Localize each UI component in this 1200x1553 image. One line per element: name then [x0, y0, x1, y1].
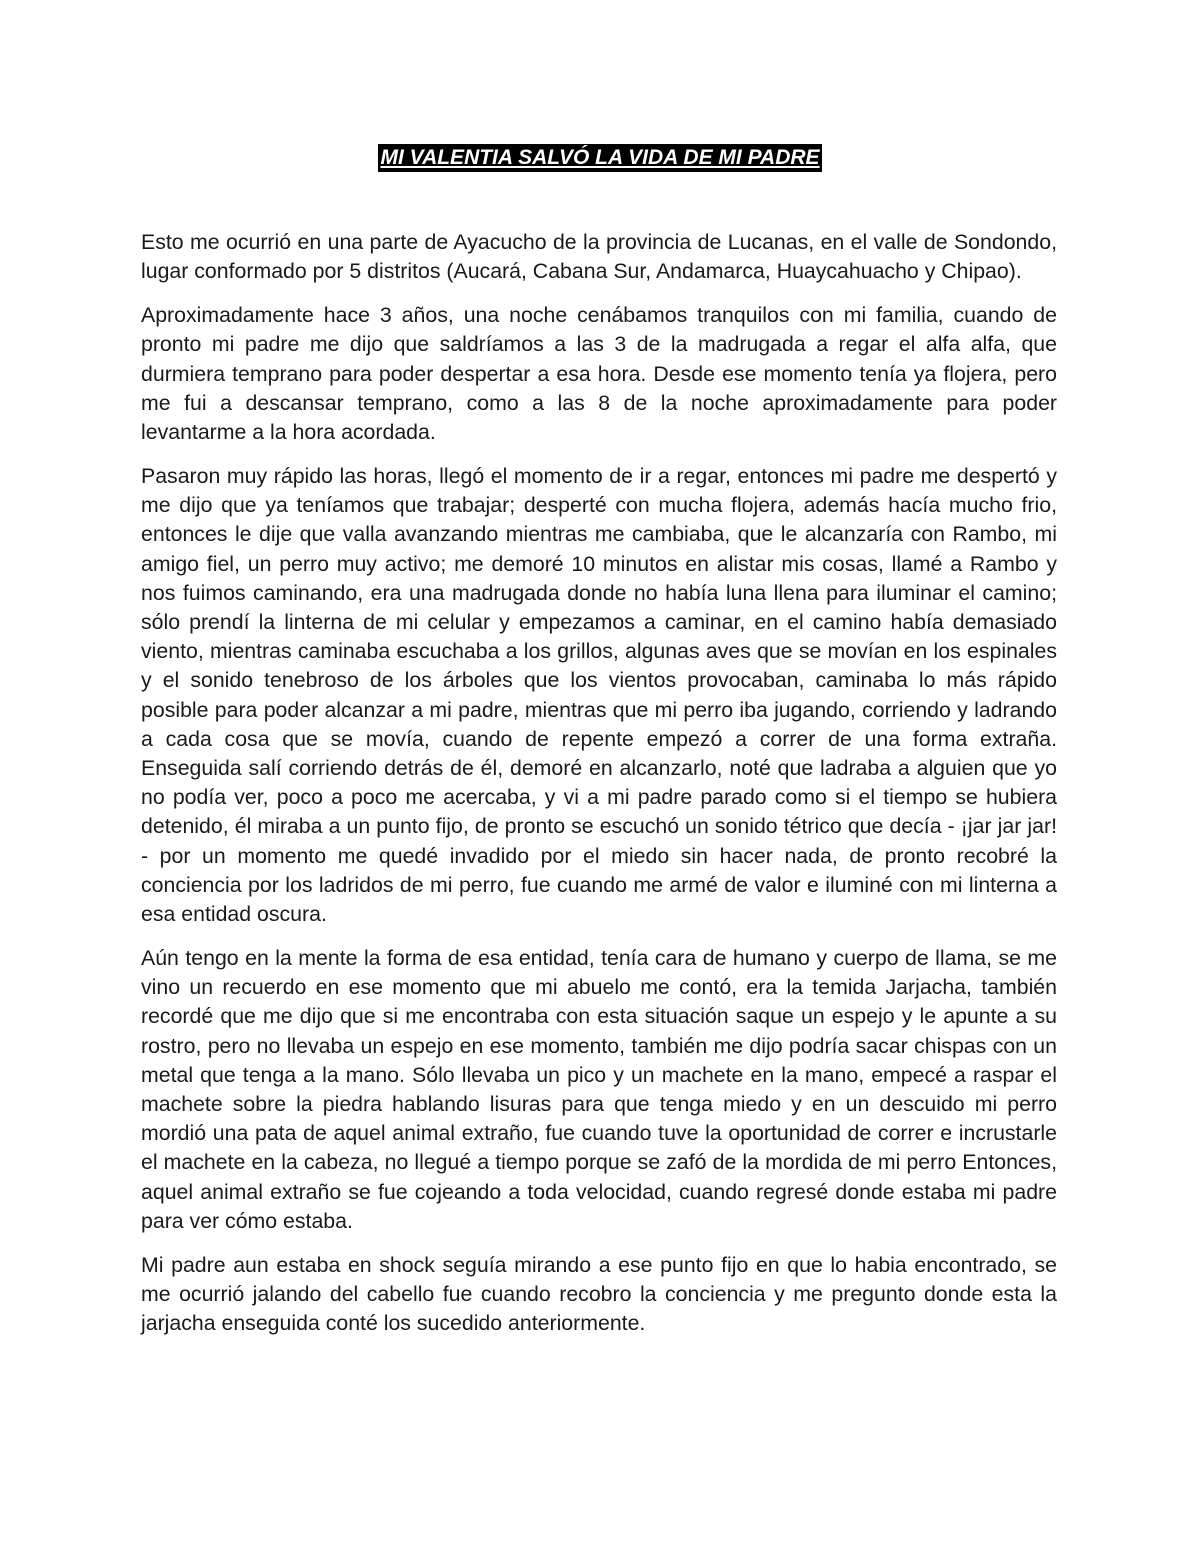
- document-body: [141, 228, 1057, 1353]
- paragraph-2: Aproximadamente hace 3 años, una noche cenábamos tranquilos con mi familia, cuando de pronto mi padre me dijo que saldríamos a las 3 de la madrugada a regar el alfa alfa, que durmiera temprano para poder despertar a esa hora. Desde ese momento tenía ya flojera, pero me fui a descansar temprano, como a las 8 de la noche aproximadamente para poder levantarme a la hora acordada.: [141, 303, 1057, 445]
- paragraph-1: Esto me ocurrió en una parte de Ayacucho de la provincia de Lucanas, en el valle de Sondondo, lugar conformado por 5 distritos (Aucará, Cabana Sur, Andamarca, Huaycahuacho y Chipao).: [141, 230, 1057, 284]
- paragraph-5: Mi padre aun estaba en shock seguía mirando a ese punto fijo en que lo habia encontrado, se me ocurrió jalando del cabello fue cuando recobro la conciencia y me pregunto donde esta la jarjacha enseguida conté los sucedido anteriormente.: [141, 1252, 1057, 1336]
- document-title: MI VALENTIA SALVÓ LA VIDA DE MI PADRE: [378, 144, 821, 172]
- title-container: [0, 144, 1200, 172]
- paragraph-3: Pasaron muy rápido las horas, llegó el momento de ir a regar, entonces mi padre me despertó y me dijo que ya teníamos que trabajar; desperté con mucha flojera, además hacía mucho frio, entonces le dije que valla avanzando mientras me cambiaba, que le alcanzaría con Rambo, mi amigo fiel, un perro muy activo; me demoré 10 minutos en alistar mis cosas, llamé a Rambo y nos fuimos caminando, era una madrugada donde no había luna llena para iluminar el camino; sólo prendí la linterna de mi celular y empezamos a caminar, en el camino había demasiado viento, mientras caminaba escuchaba a los grillos, algunas aves que se movían en los espinales y el sonido tenebroso de los árboles que los vientos provocaban, caminaba lo más rápido posible para poder alcanzar a mi padre, mientras que mi perro iba jugando, corriendo y ladrando a cada cosa que se movía, cuando de repente empezó a correr de una forma extraña. Enseguida salí corriendo detrás de él, demoré en alcanzarlo, noté que ladraba a alguien que yo no podía ver, poco a poco me acercaba, y vi a mi padre parado como si el tiempo se hubiera detenido, él miraba a un punto fijo, de pronto se escuchó un sonido tétrico que decía - ¡jar jar jar! - por un momento me quedé invadido por el miedo sin hacer nada, de pronto recobré la conciencia por los ladridos de mi perro, fue cuando me armé de valor e iluminé con mi linterna a esa entidad oscura.: [141, 464, 1057, 927]
- paragraph-4: Aún tengo en la mente la forma de esa entidad, tenía cara de humano y cuerpo de llama, se me vino un recuerdo en ese momento que mi abuelo me contó, era la temida Jarjacha, también recordé que me dijo que si me encontraba con esta situación saque un espejo y le apunte a su rostro, pero no llevaba un espejo en ese momento, también me dijo podría sacar chispas con un metal que tenga a la mano. Sólo llevaba un pico y un machete en la mano, empecé a raspar el machete sobre la piedra hablando lisuras para que tenga miedo y en un descuido mi perro mordió una pata de aquel animal extraño, fue cuando tuve la oportunidad de correr e incrustarle el machete en la cabeza, no llegué a tiempo porque se zafó de la mordida de mi perro Entonces, aquel animal extraño se fue cojeando a toda velocidad, cuando regresé donde estaba mi padre para ver cómo estaba.: [141, 946, 1057, 1233]
